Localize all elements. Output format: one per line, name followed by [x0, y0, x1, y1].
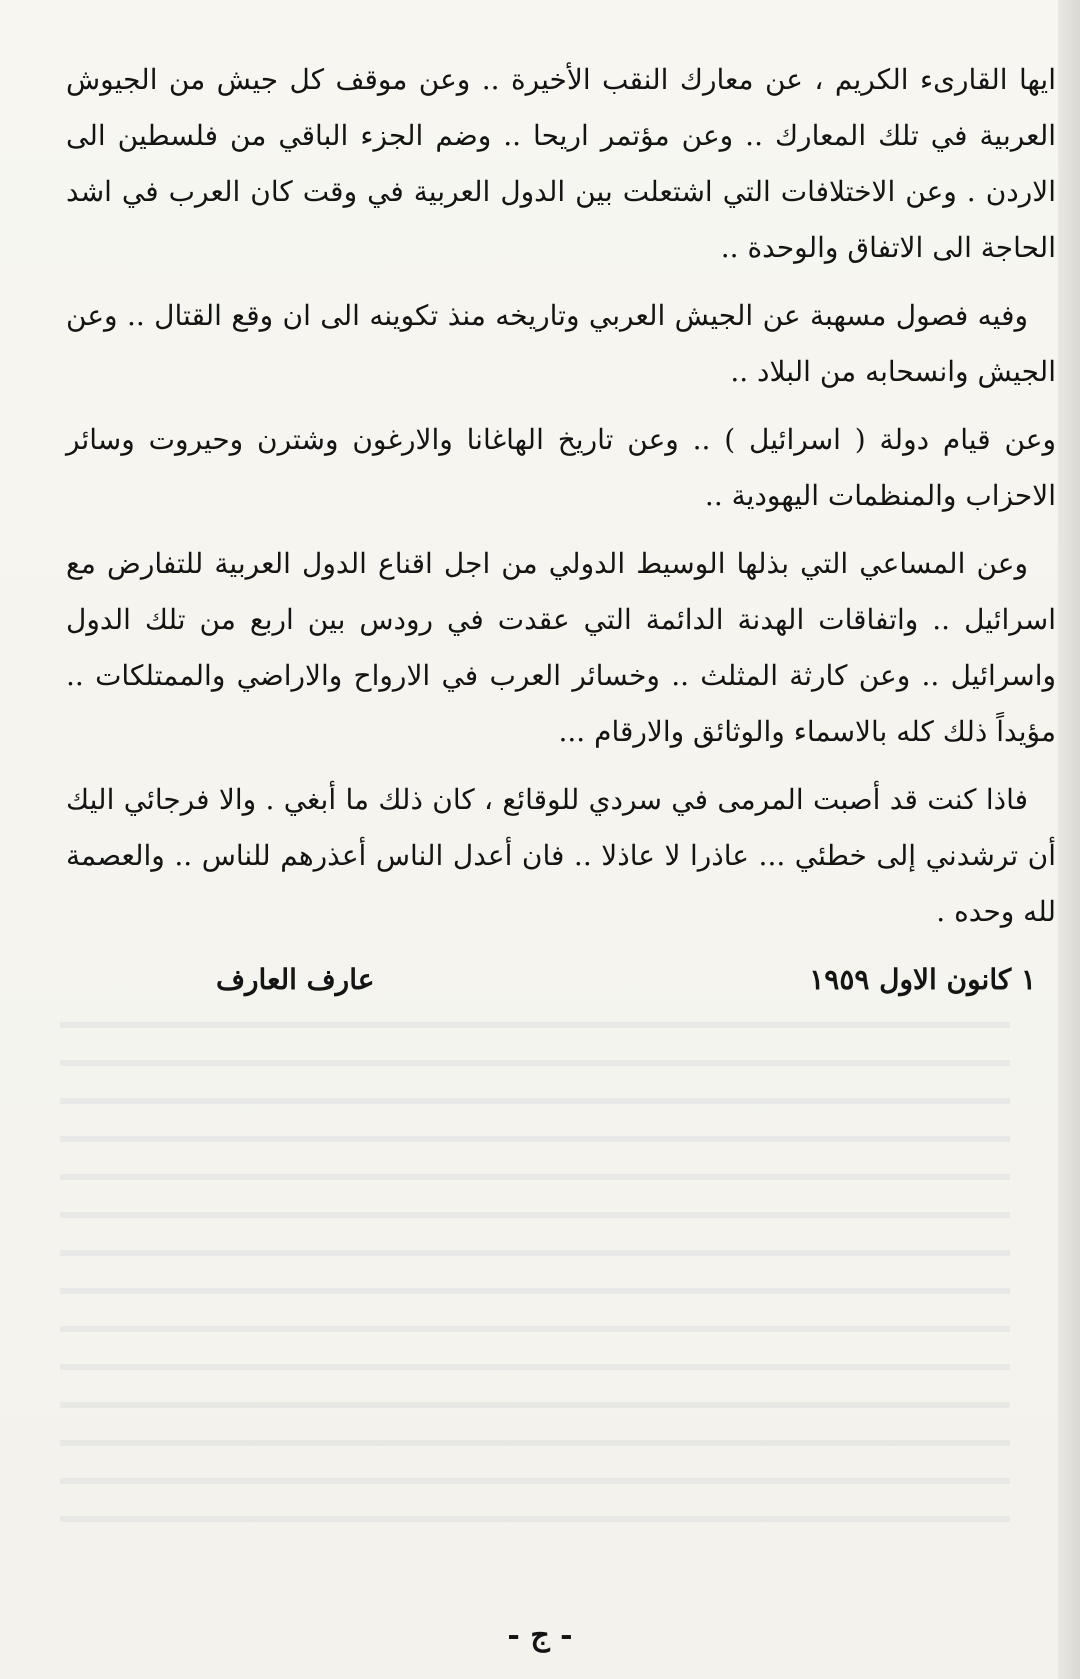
signature-row [66, 952, 1056, 1008]
paragraph-2: وفيه فصول مسهبة عن الجيش العربي وتاريخه منذ تكوينه الى ان وقع القتال .. وعن الجيش وانسحابه من البلاد .. [66, 299, 1056, 388]
page-number: - ج - [507, 1618, 573, 1653]
show-through-text [60, 990, 1010, 1550]
paragraph-3: وعن قيام دولة ( اسرائيل ) .. وعن تاريخ الهاغانا والارغون وشترن وحيروت وسائر الاحزاب والمنظمات اليهودية .. [66, 423, 1056, 512]
paragraph-5: فاذا كنت قد أصبت المرمى في سردي للوقائع ، كان ذلك ما أبغي . والا فرجائي اليك أن ترشدني إلى خطئي ... عاذرا لا عاذلا .. فان أعدل الناس أعذرهم للناس .. والعصمة لله وحده . [66, 783, 1056, 928]
page-spine-shadow [1058, 0, 1080, 1679]
author-name: عارف العارف [216, 963, 375, 996]
paragraph-1: ايها القارىء الكريم ، عن معارك النقب الأخيرة .. وعن موقف كل جيش من الجيوش العربية في تلك المعارك .. وعن مؤتمر اريحا .. وضم الجزء الباقي من فلسطين الى الاردن . وعن الاختلافات التي اشتعلت بين الدول العربية في وقت كان العرب في اشد الحاجة الى الاتفاق والوحدة .. [66, 63, 1056, 264]
paragraph-4: وعن المساعي التي بذلها الوسيط الدولي من اجل اقناع الدول العربية للتفارض مع اسرائيل .. واتفاقات الهدنة الدائمة التي عقدت في رودس بين اربع من تلك الدول واسرائيل .. وعن كارثة المثلث .. وخسائر العرب في الارواح والاراضي والممتلكات .. مؤيداً ذلك كله بالاسماء والوثائق والارقام ... [66, 547, 1056, 748]
preface-text [66, 52, 1056, 1008]
date: ١ كانون الاول ١٩٥٩ [809, 963, 1036, 996]
